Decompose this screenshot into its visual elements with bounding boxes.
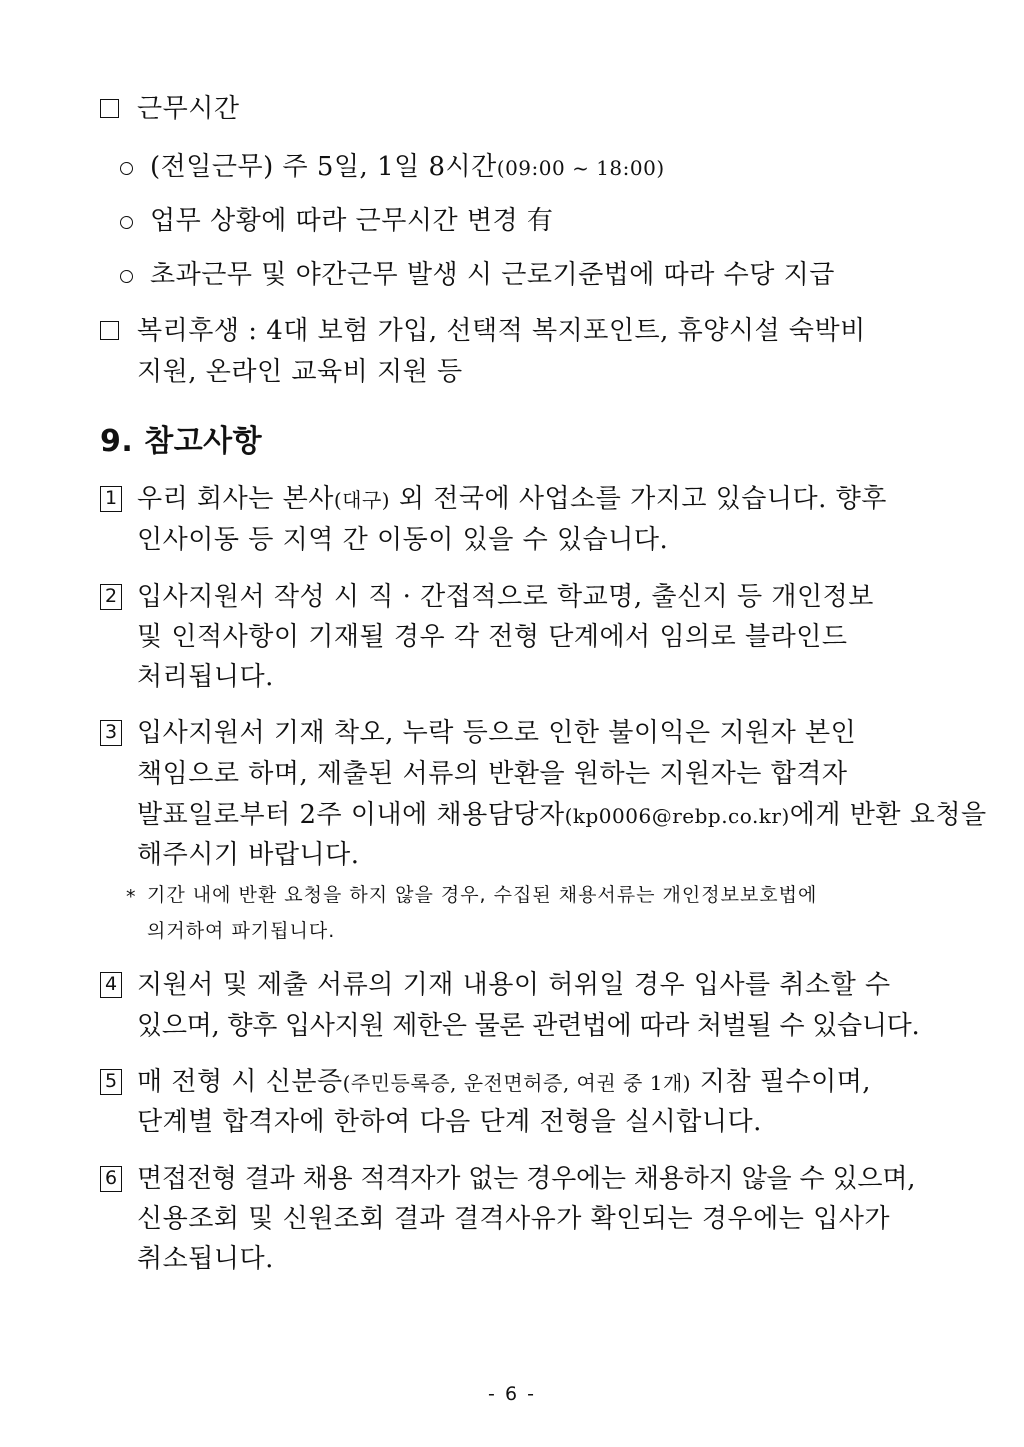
work-hours-item-2: 업무 상황에 따라 근무시간 변경 有 <box>150 206 554 236</box>
item-1-text-c: 외 전국에 사업소를 가지고 있습니다. 향후 <box>390 484 887 514</box>
item-number-box: 1 <box>100 486 122 512</box>
work-hours-item-1-detail: (09:00 ~ 18:00) <box>496 156 665 180</box>
item-5-line-2: 단계별 합격자에 한하여 다음 단계 전형을 실시합니다. <box>137 1107 762 1137</box>
section-heading: 9. 참고사항 <box>100 424 263 459</box>
item-3-line-2: 책임으로 하며, 제출된 서류의 반환을 원하는 지원자는 합격자 <box>137 759 848 789</box>
item-6-line-3: 취소됩니다. <box>137 1244 274 1274</box>
page-number: - 6 - <box>488 1383 536 1405</box>
item-1-line-2: 인사이동 등 지역 간 이동이 있을 수 있습니다. <box>137 525 669 555</box>
welfare-line-1: 복리후생 : 4대 보험 가입, 선택적 복지포인트, 휴양시설 숙박비 <box>137 316 866 346</box>
circle-bullet-icon <box>120 162 133 175</box>
item-3-text-a: 발표일로부터 2주 이내에 채용담당자 <box>137 800 565 830</box>
note-line-1: 기간 내에 반환 요청을 하지 않을 경우, 수집된 채용서류는 개인정보보호법에 <box>147 884 818 906</box>
item-6-line-1: 면접전형 결과 채용 적격자가 없는 경우에는 채용하지 않을 수 있으며, <box>137 1164 916 1194</box>
item-3-line-1: 입사지원서 기재 착오, 누락 등으로 인한 불이익은 지원자 본인 <box>137 718 857 748</box>
item-5-text-b: (주민등록증, 운전면허증, 여권 중 1개) <box>342 1071 692 1095</box>
item-1-text-b: (대구) <box>333 488 391 512</box>
checkbox-square-icon <box>100 321 119 340</box>
item-number-box: 4 <box>100 972 122 998</box>
note-line-2: 의거하여 파기됩니다. <box>147 920 336 942</box>
item-number-box: 5 <box>100 1069 122 1095</box>
item-5-text-c: 지참 필수이며, <box>691 1067 872 1097</box>
item-2-line-2: 및 인적사항이 기재될 경우 각 전형 단계에서 임의로 블라인드 <box>137 622 848 652</box>
item-1-line-1 <box>137 482 887 517</box>
item-3-line-3 <box>137 798 987 833</box>
circle-bullet-icon <box>120 270 133 283</box>
item-3-line-4: 해주시기 바랍니다. <box>137 840 360 870</box>
circle-bullet-icon <box>120 216 133 229</box>
item-3-email: (kp0006@rebp.co.kr) <box>564 804 790 828</box>
item-1-text-a: 우리 회사는 본사 <box>137 484 334 514</box>
note-star: * <box>126 886 137 908</box>
item-4-line-2: 있으며, 향후 입사지원 제한은 물론 관련법에 따라 처벌될 수 있습니다. <box>137 1011 920 1041</box>
item-5-text-a: 매 전형 시 신분증 <box>137 1067 343 1097</box>
item-number-box: 3 <box>100 720 122 746</box>
item-6-line-2: 신용조회 및 신원조회 결과 결격사유가 확인되는 경우에는 입사가 <box>137 1204 890 1234</box>
checkbox-square-icon <box>100 99 119 118</box>
work-hours-title: 근무시간 <box>137 94 240 124</box>
item-5-line-1 <box>137 1065 871 1100</box>
item-2-line-1: 입사지원서 작성 시 직 · 간접적으로 학교명, 출신지 등 개인정보 <box>137 582 874 612</box>
item-number-box: 6 <box>100 1166 122 1192</box>
item-2-line-3: 처리됩니다. <box>137 662 274 692</box>
work-hours-item-1-main: (전일근무) 주 5일, 1일 8시간 <box>150 152 497 182</box>
item-number-box: 2 <box>100 584 122 610</box>
work-hours-item-3: 초과근무 및 야간근무 발생 시 근로기준법에 따라 수당 지급 <box>150 260 835 290</box>
welfare-line-2: 지원, 온라인 교육비 지원 등 <box>137 357 463 387</box>
item-3-text-c: 에게 반환 요청을 <box>789 800 987 830</box>
work-hours-item-1 <box>150 150 665 185</box>
item-4-line-1: 지원서 및 제출 서류의 기재 내용이 허위일 경우 입사를 취소할 수 <box>137 970 891 1000</box>
